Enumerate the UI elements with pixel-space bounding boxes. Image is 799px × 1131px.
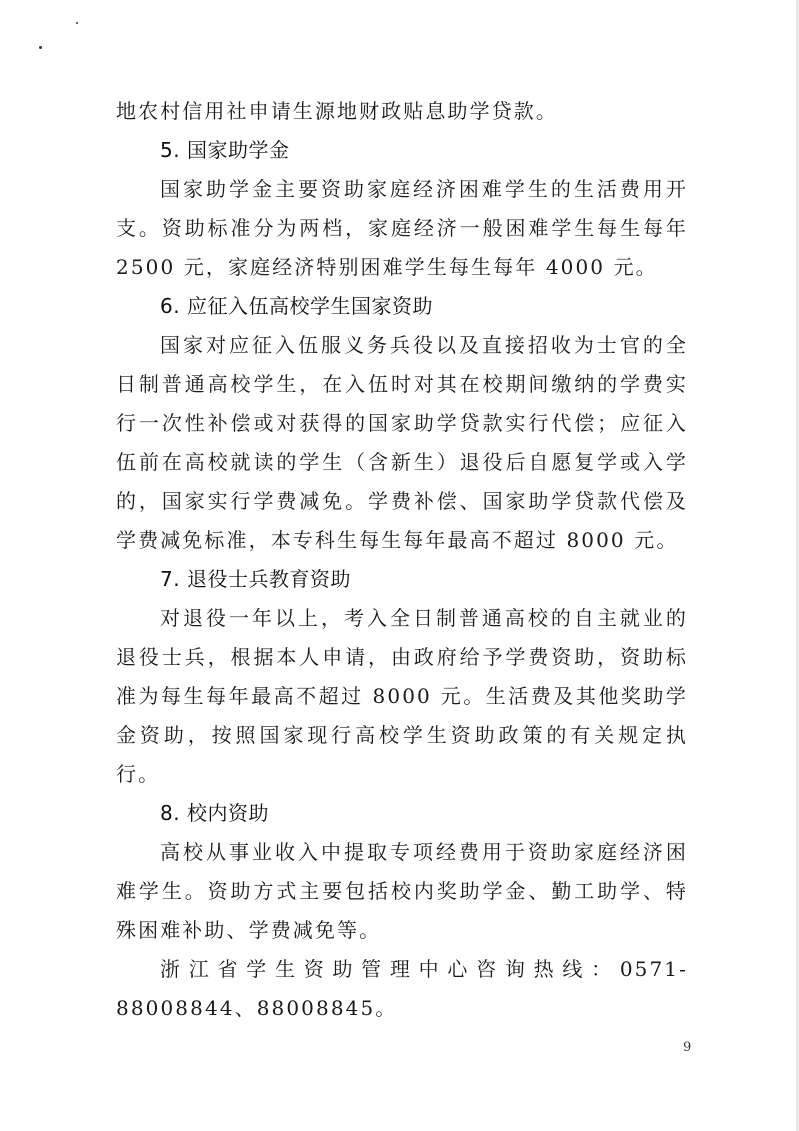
section-paragraph: 国家助学金主要资助家庭经济困难学生的生活费用开支。资助标准分为两档，家庭经济一般困难学生每生每年 2500 元，家庭经济特别困难学生每生每年 4000 元。 bbox=[116, 177, 688, 279]
scan-speck bbox=[76, 22, 78, 24]
section-heading-enlisted-students: 6. 应征入伍高校学生国家资助 bbox=[160, 294, 433, 318]
continuation-paragraph: 地农村信用社申请生源地财政贴息助学贷款。 bbox=[116, 99, 558, 123]
scan-speck bbox=[39, 46, 42, 49]
section-paragraph: 国家对应征入伍服义务兵役以及直接招收为士官的全日制普通高校学生，在入伍时对其在校期间缴纳的学费实行一次性补偿或对获得的国家助学贷款实行代偿；应征入伍前在高校就读的学生（含新生）退役后自愿复学或入学的，国家实行学费减免。学费补偿、国家助学贷款代偿及学费减免标准，本专科生每生每年最高不超过 8000 元。 bbox=[116, 333, 688, 552]
section-heading-campus-aid: 8. 校内资助 bbox=[160, 801, 269, 825]
section-paragraph: 对退役一年以上，考入全日制普通高校的自主就业的退役士兵，根据本人申请，由政府给予学费资助，资助标准为每生每年最高不超过 8000 元。生活费及其他奖助学金资助，按照国家现行高校学生资助政策的有关规定执行。 bbox=[116, 606, 688, 786]
section-paragraph: 高校从事业收入中提取专项经费用于资助家庭经济困难学生。资助方式主要包括校内奖助学金、勤工助学、特殊困难补助、学费减免等。 bbox=[116, 840, 688, 942]
section-heading-veterans-aid: 7. 退役士兵教育资助 bbox=[160, 567, 351, 591]
document-body bbox=[116, 92, 688, 1028]
hotline-paragraph: 浙江省学生资助管理中心咨询热线：0571-88008844、88008845。 bbox=[116, 957, 688, 1020]
page-number: 9 bbox=[683, 1040, 692, 1055]
section-heading-national-grant: 5. 国家助学金 bbox=[160, 138, 290, 162]
